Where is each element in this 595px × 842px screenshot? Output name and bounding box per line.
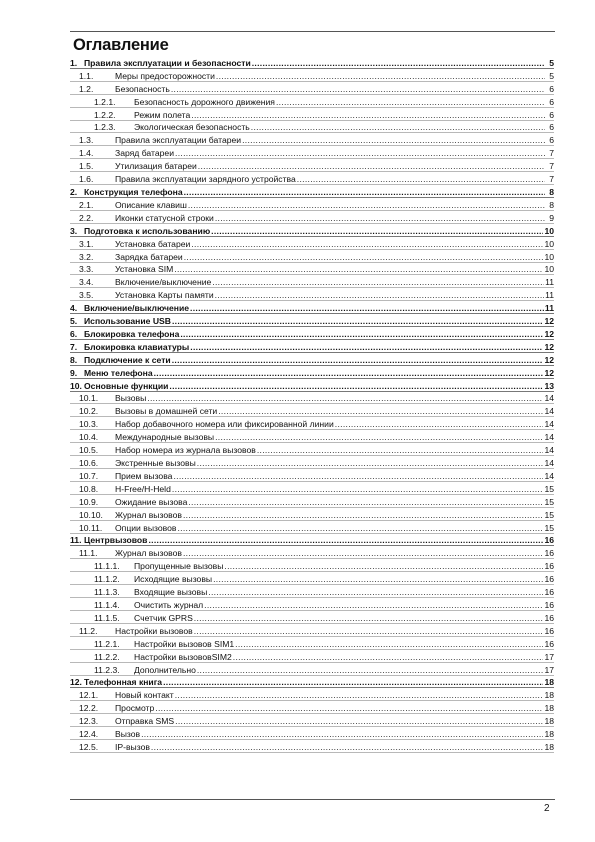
- toc-entry-title: Безопасность: [115, 83, 170, 94]
- toc-entry-page: 16: [544, 625, 554, 636]
- toc-entry-page: 14: [544, 406, 554, 417]
- dot-leader: [169, 381, 543, 391]
- toc-entry-title: Основные функции: [84, 380, 169, 391]
- toc-entry-page: 7: [549, 148, 554, 159]
- toc-entry-page: 16: [544, 561, 554, 572]
- dot-leader: [174, 264, 543, 274]
- toc-entry-title: Утилизация батареи: [115, 161, 197, 172]
- toc-entry-page: 6: [549, 83, 554, 94]
- toc-entry[interactable]: [70, 301, 554, 314]
- toc-entry-number: 1.1.: [79, 70, 94, 81]
- dot-leader: [190, 342, 543, 352]
- toc-entry-title: Журнал вызовов: [115, 509, 182, 520]
- toc-entry-number: 10.4.: [79, 432, 99, 443]
- toc-entry-title: Очистить журнал: [134, 599, 204, 610]
- toc-entry[interactable]: [70, 340, 554, 353]
- dot-leader: [242, 135, 545, 145]
- toc-entry-number: 10.8.: [79, 483, 99, 494]
- toc-entry-title: Правила эксплуатации зарядного устройства: [115, 174, 296, 185]
- toc-entry-page: 10: [544, 264, 554, 275]
- toc-entry-title: Меры предосторожности: [115, 70, 215, 81]
- toc-entry[interactable]: [70, 714, 554, 727]
- toc-entry-title: Вызов: [115, 729, 141, 740]
- toc-title: Оглавление: [73, 36, 169, 54]
- toc-entry[interactable]: [70, 482, 554, 495]
- toc-entry-page: 18: [544, 690, 554, 701]
- toc-entry-number: 12.3.: [79, 716, 99, 727]
- toc-entry-number: 1.6.: [79, 174, 94, 185]
- toc-list: [70, 56, 554, 753]
- toc-entry-number: 11.2.3.: [94, 664, 120, 675]
- toc-entry[interactable]: [70, 82, 554, 95]
- toc-entry-title: Блокировка клавиатуры: [84, 341, 190, 352]
- dot-leader: [257, 445, 544, 455]
- toc-entry[interactable]: [70, 185, 554, 198]
- toc-entry-number: 2.: [70, 186, 78, 197]
- toc-entry[interactable]: [70, 237, 554, 250]
- toc-entry[interactable]: [70, 740, 554, 753]
- toc-entry-number: 11.1.3.: [94, 587, 120, 598]
- toc-entry-page: 12: [544, 328, 554, 339]
- toc-entry-page: 14: [544, 458, 554, 468]
- toc-entry-page: 12: [544, 341, 554, 352]
- toc-entry-title: Отправка SMS: [115, 716, 175, 727]
- dot-leader: [208, 587, 543, 597]
- toc-entry-title: Пропущенные вызовы: [134, 561, 224, 572]
- toc-entry[interactable]: [70, 534, 554, 547]
- toc-entry-number: 1.4.: [79, 148, 94, 159]
- toc-entry-number: 4.: [70, 303, 78, 314]
- toc-entry-number: 11.1.4.: [94, 599, 120, 610]
- toc-entry-number: 10.6.: [79, 458, 99, 468]
- toc-entry-title: Настройки вызововSIM2: [134, 651, 232, 662]
- toc-entry-page: 16: [544, 574, 554, 585]
- toc-entry-title: Новый контакт: [115, 690, 174, 701]
- toc-entry-page: 6: [549, 109, 554, 120]
- toc-entry-page: 13: [544, 380, 554, 391]
- page-number: 2: [544, 803, 550, 814]
- dot-leader: [155, 703, 543, 713]
- toc-entry-page: 14: [544, 432, 554, 443]
- toc-entry-page: 6: [549, 122, 554, 133]
- toc-entry-page: 15: [544, 496, 554, 507]
- toc-entry[interactable]: [70, 146, 554, 159]
- toc-entry-page: 16: [544, 535, 554, 546]
- toc-entry-number: 12.4.: [79, 729, 99, 740]
- dot-leader: [216, 71, 545, 81]
- toc-entry-title: H-Free/H-Held: [115, 483, 171, 494]
- toc-entry-title: Международные вызовы: [115, 432, 215, 443]
- toc-entry[interactable]: [70, 546, 554, 559]
- dot-leader: [215, 290, 544, 300]
- toc-entry-number: 11.2.1.: [94, 638, 120, 649]
- toc-entry-page: 6: [549, 135, 554, 146]
- dot-leader: [147, 393, 543, 403]
- toc-entry-number: 1.2.: [79, 83, 94, 94]
- toc-entry-page: 12: [544, 316, 554, 327]
- toc-entry-number: 1.2.1.: [94, 96, 116, 107]
- toc-entry[interactable]: [70, 121, 554, 134]
- dot-leader: [204, 600, 543, 610]
- toc-entry-title: Счетчик GPRS: [134, 612, 193, 623]
- toc-entry-page: 12: [544, 354, 554, 365]
- toc-entry-page: 18: [544, 703, 554, 714]
- toc-entry-page: 18: [544, 677, 554, 688]
- toc-entry-title: Иконки статусной строки: [115, 212, 214, 223]
- toc-entry[interactable]: [70, 456, 554, 469]
- toc-entry-title: Вызовы в домашней сети: [115, 406, 218, 417]
- dot-leader: [224, 561, 543, 571]
- dot-leader: [148, 535, 543, 545]
- bottom-rule: [70, 799, 555, 800]
- toc-entry-page: 6: [549, 96, 554, 107]
- toc-entry-number: 1.3.: [79, 135, 94, 146]
- toc-entry-title: Экологическая безопасность: [134, 122, 250, 133]
- toc-entry-number: 3.: [70, 225, 78, 236]
- dot-leader: [190, 303, 544, 313]
- dot-leader: [183, 548, 544, 558]
- toc-entry-number: 3.5.: [79, 290, 94, 301]
- toc-entry-page: 7: [549, 161, 554, 172]
- toc-entry-title: Включение/выключение: [115, 277, 212, 288]
- toc-entry-number: 3.4.: [79, 277, 94, 288]
- dot-leader: [163, 677, 543, 687]
- dot-leader: [183, 510, 544, 520]
- toc-entry-number: 11.1.: [79, 548, 98, 559]
- dot-leader: [173, 471, 543, 481]
- toc-entry[interactable]: [70, 108, 554, 121]
- toc-entry-page: 5: [549, 70, 554, 81]
- toc-entry[interactable]: [70, 508, 554, 521]
- dot-leader: [252, 58, 545, 68]
- toc-entry-number: 12.5.: [79, 741, 99, 752]
- dot-leader: [188, 200, 545, 210]
- toc-entry-title: Режим полета: [134, 109, 191, 120]
- toc-entry-number: 10.3.: [79, 419, 99, 430]
- dot-leader: [215, 213, 545, 223]
- toc-entry-number: 3.2.: [79, 251, 94, 262]
- toc-entry-number: 10.10.: [79, 509, 103, 520]
- toc-entry-number: 11.2.2.: [94, 651, 120, 662]
- toc-entry-number: 9.: [70, 367, 78, 378]
- toc-entry-page: 16: [544, 548, 554, 559]
- dot-leader: [184, 187, 545, 197]
- toc-entry-number: 1.: [70, 57, 78, 68]
- dot-leader: [197, 458, 544, 468]
- toc-entry-page: 17: [544, 651, 554, 662]
- toc-entry-page: 12: [544, 367, 554, 378]
- toc-entry-title: Конструкция телефона: [84, 186, 183, 197]
- toc-entry-page: 15: [544, 522, 554, 533]
- dot-leader: [197, 665, 544, 675]
- dot-leader: [175, 148, 545, 158]
- toc-entry-title: Прием вызова: [115, 470, 173, 481]
- toc-entry-page: 14: [544, 445, 554, 456]
- toc-entry[interactable]: [70, 404, 554, 417]
- dot-leader: [171, 84, 545, 94]
- toc-entry[interactable]: [70, 95, 554, 108]
- toc-entry-page: 14: [544, 393, 554, 404]
- dot-leader: [191, 239, 543, 249]
- toc-entry-number: 1.2.3.: [94, 122, 116, 133]
- toc-entry-title: Просмотр: [115, 703, 155, 714]
- toc-entry-number: 5.: [70, 316, 78, 327]
- toc-entry-title: Правила эксплуатации батареи: [115, 135, 242, 146]
- toc-entry[interactable]: [70, 69, 554, 82]
- toc-entry-page: 10: [544, 238, 554, 249]
- toc-entry-title: Зарядка батареи: [115, 251, 183, 262]
- dot-leader: [218, 406, 543, 416]
- toc-entry-number: 10.7.: [79, 470, 99, 481]
- dot-leader: [172, 316, 543, 326]
- toc-entry-title: Установка SIM: [115, 264, 174, 275]
- toc-entry-number: 1.5.: [79, 161, 94, 172]
- toc-entry[interactable]: [70, 430, 554, 443]
- toc-entry[interactable]: [70, 637, 554, 650]
- toc-entry-number: 10.5.: [79, 445, 99, 456]
- dot-leader: [151, 742, 544, 752]
- toc-entry-number: 3.1.: [79, 238, 94, 249]
- toc-entry-page: 11: [545, 290, 554, 301]
- toc-entry-page: 10: [544, 225, 554, 236]
- toc-entry[interactable]: [70, 275, 554, 288]
- toc-entry[interactable]: [70, 263, 554, 276]
- toc-entry-title: IP-вызов: [115, 741, 150, 752]
- toc-entry-title: Вызовы: [115, 393, 147, 404]
- toc-entry-page: 9: [549, 212, 554, 223]
- dot-leader: [175, 716, 543, 726]
- toc-entry[interactable]: [70, 727, 554, 740]
- dot-leader: [297, 174, 545, 184]
- toc-entry-number: 1.2.2.: [94, 109, 116, 120]
- toc-entry[interactable]: [70, 211, 554, 224]
- toc-entry[interactable]: [70, 521, 554, 534]
- toc-entry-title: Набор номера из журнала вызовов: [115, 445, 256, 456]
- toc-entry[interactable]: [70, 250, 554, 263]
- dot-leader: [335, 419, 544, 429]
- toc-entry-number: 12.1.: [79, 690, 99, 701]
- toc-entry-page: 16: [544, 638, 554, 649]
- toc-entry-title: Экстренные вызовы: [115, 458, 196, 468]
- toc-entry-title: Установка батареи: [115, 238, 191, 249]
- dot-leader: [191, 110, 545, 120]
- toc-entry-page: 5: [549, 57, 554, 68]
- toc-entry[interactable]: [70, 417, 554, 430]
- toc-entry-page: 11: [544, 303, 554, 314]
- toc-entry-number: 3.3.: [79, 264, 94, 275]
- toc-entry-title: Настройки вызовов SIM1: [134, 638, 235, 649]
- top-rule: [70, 31, 555, 32]
- dot-leader: [235, 639, 543, 649]
- toc-entry-number: 10.9.: [79, 496, 99, 507]
- toc-entry-number: 10.2.: [79, 406, 99, 417]
- toc-entry-title: Заряд батареи: [115, 148, 175, 159]
- toc-entry-page: 15: [544, 509, 554, 520]
- toc-entry[interactable]: [70, 469, 554, 482]
- toc-entry[interactable]: [70, 327, 554, 340]
- toc-entry-title: Телефонная книга: [84, 677, 163, 688]
- toc-entry-number: 11.: [70, 535, 82, 546]
- dot-leader: [175, 690, 544, 700]
- toc-entry-page: 11: [545, 277, 554, 288]
- toc-entry-page: 18: [544, 729, 554, 740]
- toc-entry-title: Установка Карты памяти: [115, 290, 214, 301]
- dot-leader: [194, 626, 544, 636]
- toc-entry-title: Настройки вызовов: [115, 625, 193, 636]
- dot-leader: [212, 277, 544, 287]
- toc-entry-title: Описание клавиш: [115, 199, 187, 210]
- toc-entry-number: 11.1.2.: [94, 574, 120, 585]
- toc-entry-title: Центрвызовов: [84, 535, 148, 546]
- toc-entry-number: 12.2.: [79, 703, 99, 714]
- toc-entry[interactable]: [70, 650, 554, 663]
- toc-entry-page: 10: [544, 251, 554, 262]
- toc-entry[interactable]: [70, 392, 554, 405]
- toc-entry-title: Правила эксплуатации и безопасности: [84, 57, 251, 68]
- dot-leader: [184, 252, 544, 262]
- dot-leader: [213, 574, 543, 584]
- toc-entry[interactable]: [70, 288, 554, 301]
- toc-entry-page: 18: [544, 741, 554, 752]
- toc-entry-title: Подключение к сети: [84, 354, 171, 365]
- toc-entry-number: 2.2.: [79, 212, 94, 223]
- dot-leader: [251, 122, 545, 132]
- toc-entry-title: Журнал вызовов: [115, 548, 182, 559]
- toc-entry[interactable]: [70, 559, 554, 572]
- toc-entry[interactable]: [70, 224, 554, 237]
- toc-entry-number: 11.1.1.: [94, 561, 120, 572]
- toc-entry-number: 10.1.: [79, 393, 99, 404]
- dot-leader: [172, 355, 544, 365]
- toc-entry[interactable]: [70, 314, 554, 327]
- toc-entry[interactable]: [70, 56, 554, 69]
- dot-leader: [215, 432, 543, 442]
- toc-entry-page: 17: [544, 664, 554, 675]
- toc-entry-title: Использование USB: [84, 316, 171, 327]
- toc-entry-page: 7: [549, 174, 554, 185]
- toc-entry[interactable]: [70, 663, 554, 676]
- toc-entry-title: Блокировка телефона: [84, 328, 180, 339]
- toc-entry[interactable]: [70, 585, 554, 598]
- toc-entry-page: 14: [544, 470, 554, 481]
- dot-leader: [211, 226, 543, 236]
- dot-leader: [188, 497, 543, 507]
- toc-entry-page: 16: [544, 612, 554, 623]
- toc-entry-title: Меню телефона: [84, 367, 153, 378]
- toc-entry-title: Ожидание вызова: [115, 496, 188, 507]
- toc-entry-page: 14: [544, 419, 554, 430]
- toc-entry[interactable]: [70, 624, 554, 637]
- dot-leader: [154, 368, 544, 378]
- toc-entry-page: 16: [544, 599, 554, 610]
- toc-entry-number: 10.11.: [79, 522, 103, 533]
- toc-entry-page: 8: [549, 199, 554, 210]
- toc-entry-title: Дополнительно: [134, 664, 196, 675]
- toc-entry-page: 15: [544, 483, 554, 494]
- toc-entry-page: 16: [544, 587, 554, 598]
- toc-entry[interactable]: [70, 198, 554, 211]
- toc-entry-number: 11.1.5.: [94, 612, 120, 623]
- toc-entry[interactable]: [70, 366, 554, 379]
- dot-leader: [194, 613, 544, 623]
- toc-entry[interactable]: [70, 159, 554, 172]
- toc-entry-number: 8.: [70, 354, 78, 365]
- toc-entry-title: Исходящие вызовы: [134, 574, 213, 585]
- toc-entry[interactable]: [70, 172, 554, 185]
- toc-entry-title: Набор добавочного номера или фиксированной линии: [115, 419, 334, 430]
- toc-entry[interactable]: [70, 353, 554, 366]
- toc-entry-title: Безопасность дорожного движения: [134, 96, 275, 107]
- toc-entry-page: 18: [544, 716, 554, 727]
- toc-entry-title: Входящие вызовы: [134, 587, 208, 598]
- toc-entry-number: 7.: [70, 341, 78, 352]
- dot-leader: [141, 729, 543, 739]
- dot-leader: [172, 484, 544, 494]
- toc-entry-title: Опции вызовов: [115, 522, 177, 533]
- toc-entry[interactable]: [70, 688, 554, 701]
- dot-leader: [276, 97, 545, 107]
- toc-entry[interactable]: [70, 443, 554, 456]
- dot-leader: [180, 329, 543, 339]
- toc-entry[interactable]: [70, 611, 554, 624]
- toc-entry-number: 12.: [70, 677, 82, 688]
- toc-entry[interactable]: [70, 676, 554, 689]
- toc-entry[interactable]: [70, 598, 554, 611]
- dot-leader: [198, 161, 545, 171]
- toc-entry[interactable]: [70, 133, 554, 146]
- dot-leader: [177, 523, 543, 533]
- toc-entry-title: Включение/выключение: [84, 303, 190, 314]
- toc-entry[interactable]: [70, 379, 554, 392]
- dot-leader: [233, 652, 544, 662]
- toc-entry-number: 6.: [70, 328, 78, 339]
- toc-entry-title: Подготовка к использованию: [84, 225, 211, 236]
- toc-entry[interactable]: [70, 495, 554, 508]
- toc-entry-page: 8: [549, 186, 554, 197]
- toc-entry[interactable]: [70, 572, 554, 585]
- toc-entry-number: 2.1.: [79, 199, 94, 210]
- toc-entry-number: 11.2.: [79, 625, 98, 636]
- toc-entry[interactable]: [70, 701, 554, 714]
- toc-entry-number: 10.: [70, 380, 82, 391]
